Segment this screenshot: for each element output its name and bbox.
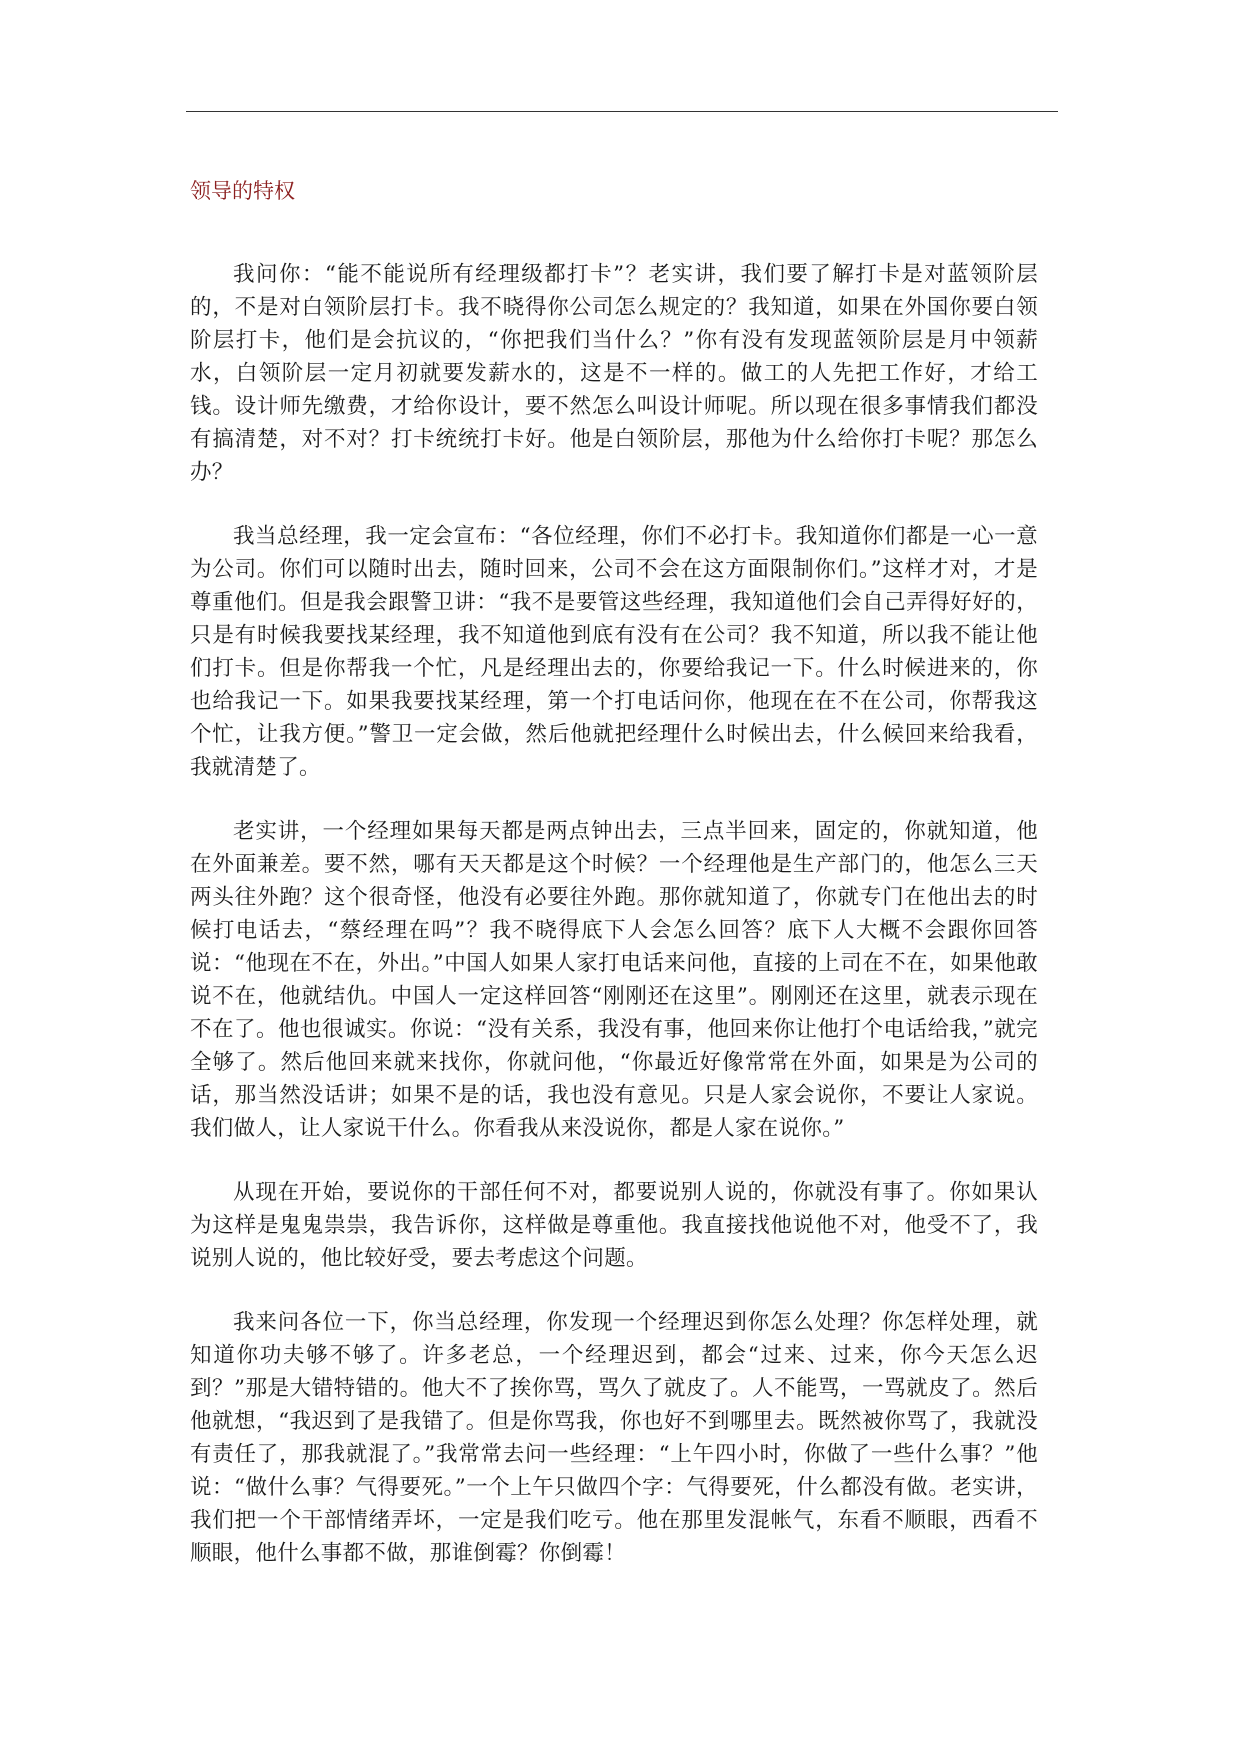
paragraph-5: 我来问各位一下，你当总经理，你发现一个经理迟到你怎么处理？你怎样处理，就知道你功夫够不够了。许多老总，一个经理迟到，都会“过来、过来，你今天怎么迟到？”那是大错特错的。他大不了挨你骂，骂久了就皮了。人不能骂，一骂就皮了。然后他就想，“我迟到了是我错了。但是你骂我，你也好不到哪里去。既然被你骂了，我就没有责任了，那我就混了。”我常常去问一些经理：“上午四小时，你做了一些什么事？”他说：“做什么事？气得要死。”一个上午只做四个字：气得要死，什么都没有做。老实讲，我们把一个干部情绪弄坏，一定是我们吃亏。他在那里发混帐气，东看不顺眼，西看不顺眼，他什么事都不做，那谁倒霉？你倒霉！ bbox=[190, 1310, 1038, 1566]
header-rule bbox=[186, 111, 1058, 112]
paragraph-1: 我问你：“能不能说所有经理级都打卡”？老实讲，我们要了解打卡是对蓝领阶层的，不是对白领阶层打卡。我不晓得你公司怎么规定的？我知道，如果在外国你要白领阶层打卡，他们是会抗议的，“你把我们当什么？”你有没有发现蓝领阶层是月中领薪水，白领阶层一定月初就要发薪水的，这是不一样的。做工的人先把工作好，才给工钱。设计师先缴费，才给你设计，要不然怎么叫设计师呢。所以现在很多事情我们都没有搞清楚，对不对？打卡统统打卡好。他是白领阶层，那他为什么给你打卡呢？那怎么办？ bbox=[190, 262, 1038, 485]
paragraph-3: 老实讲，一个经理如果每天都是两点钟出去，三点半回来，固定的，你就知道，他在外面兼差。要不然，哪有天天都是这个时候？一个经理他是生产部门的，他怎么三天两头往外跑？这个很奇怪，他没有必要往外跑。那你就知道了，你就专门在他出去的时候打电话去，“蔡经理在吗”？我不晓得底下人会怎么回答？底下人大概不会跟你回答说：“他现在不在，外出。”中国人如果人家打电话来问他，直接的上司在不在，如果他敢说不在，他就结仇。中国人一定这样回答“刚刚还在这里”。刚刚还在这里，就表示现在不在了。他也很诚实。你说：“没有关系，我没有事，他回来你让他打个电话给我，”就完全够了。然后他回来就来找你，你就问他，“你最近好像常常在外面，如果是为公司的话，那当然没话讲；如果不是的话，我也没有意见。只是人家会说你，不要让人家说。我们做人，让人家说干什么。你看我从来没说你，都是人家在说你。” bbox=[190, 819, 1038, 1141]
document-title: 领导的特权 bbox=[190, 179, 295, 203]
paragraph-2: 我当总经理，我一定会宣布：“各位经理，你们不必打卡。我知道你们都是一心一意为公司。你们可以随时出去，随时回来，公司不会在这方面限制你们。”这样才对，才是尊重他们。但是我会跟警卫讲：“我不是要管这些经理，我知道他们会自己弄得好好的，只是有时候我要找某经理，我不知道他到底有没有在公司？我不知道，所以我不能让他们打卡。但是你帮我一个忙，凡是经理出去的，你要给我记一下。什么时候进来的，你也给我记一下。如果我要找某经理，第一个打电话问你，他现在在不在公司，你帮我这个忙，让我方便。”警卫一定会做，然后他就把经理什么时候出去，什么候回来给我看，我就清楚了。 bbox=[190, 524, 1038, 780]
paragraph-4: 从现在开始，要说你的干部任何不对，都要说别人说的，你就没有事了。你如果认为这样是鬼鬼祟祟，我告诉你，这样做是尊重他。我直接找他说他不对，他受不了，我说别人说的，他比较好受，要去考虑这个问题。 bbox=[190, 1180, 1038, 1271]
document-body bbox=[190, 258, 1038, 1601]
